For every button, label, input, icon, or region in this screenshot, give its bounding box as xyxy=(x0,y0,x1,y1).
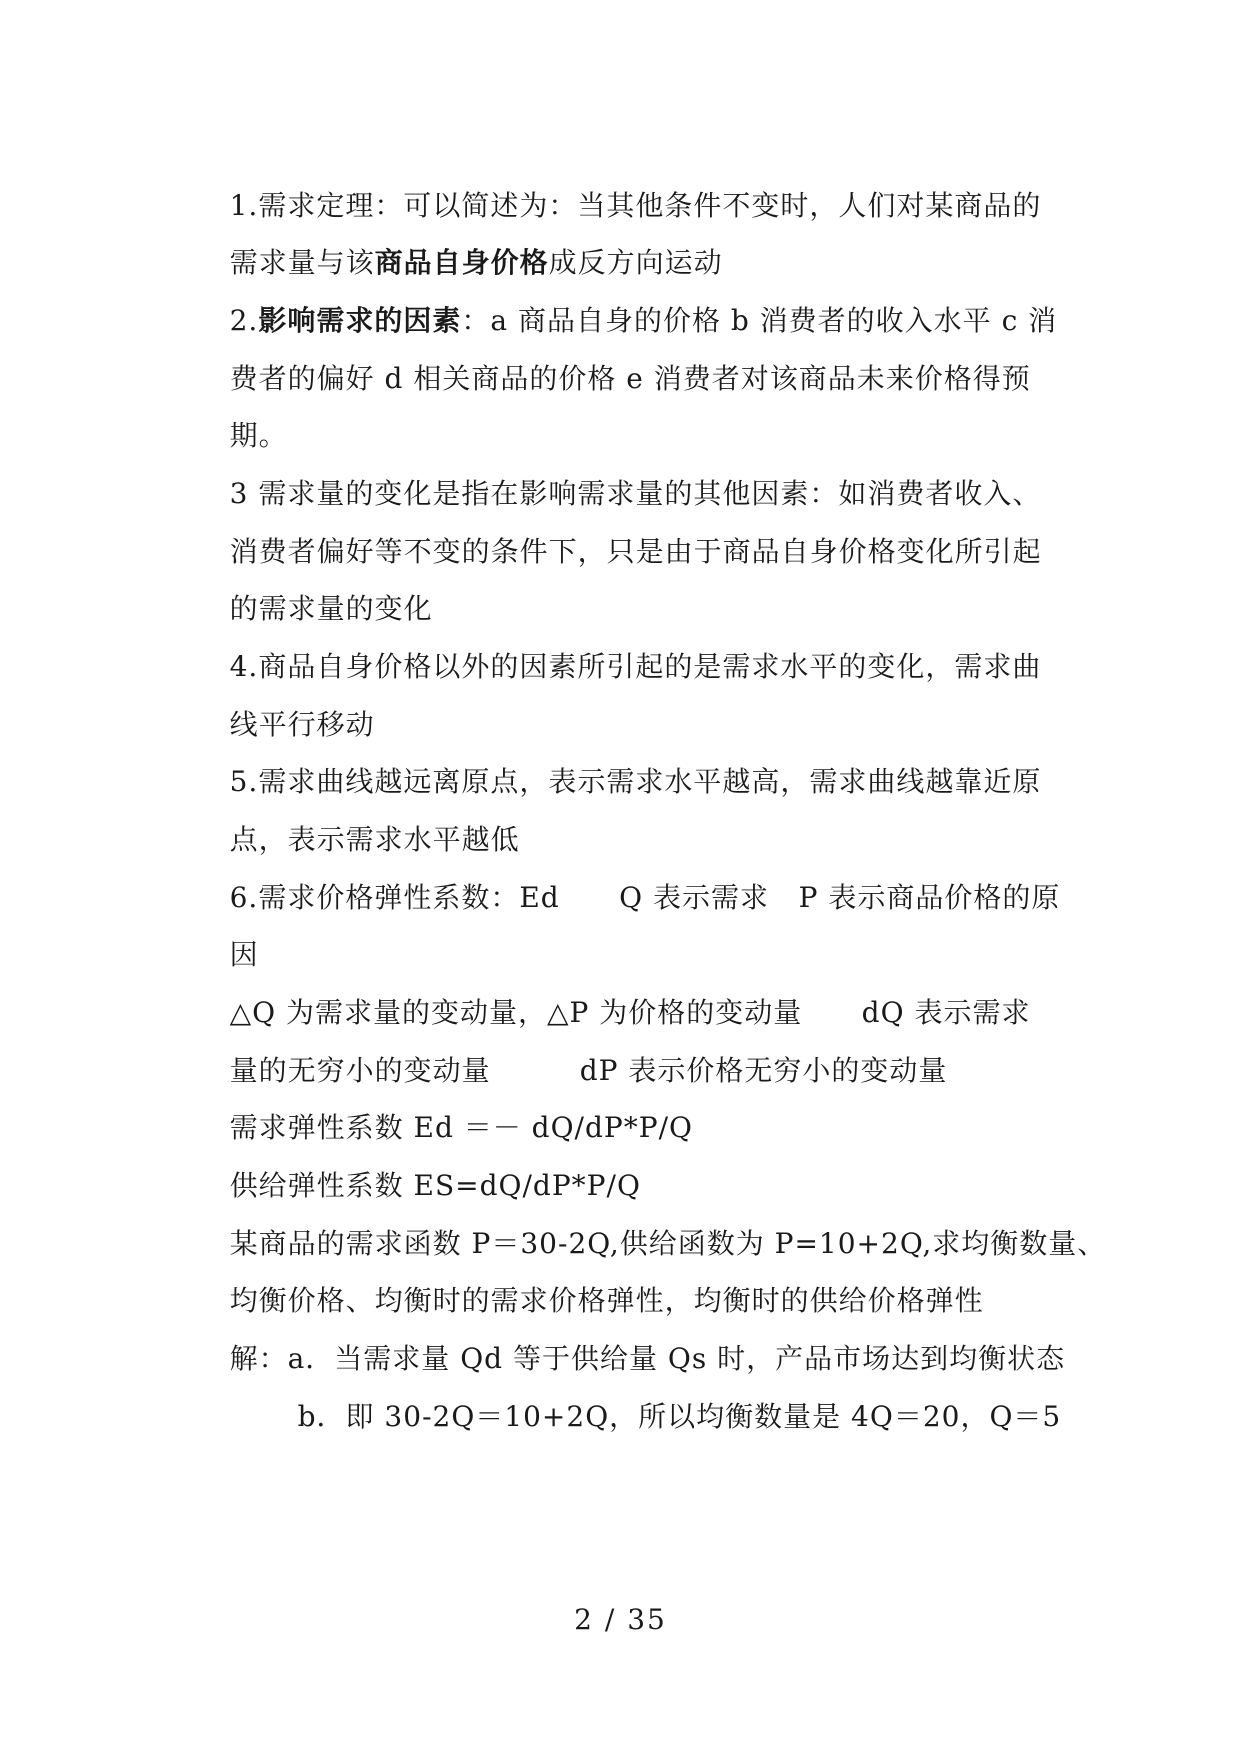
paragraph-line: 某商品的需求函数 P＝30-2Q,供给函数为 P=10+2Q,求均衡数量、 xyxy=(229,1227,1107,1260)
formula-line: 需求弹性系数 Ed ＝－ dQ/dP*P/Q xyxy=(229,1111,693,1144)
bold-term: 商品自身价格 xyxy=(374,246,549,279)
paragraph-line: 的需求量的变化 xyxy=(229,592,433,625)
paragraph-line: 量的无穷小的变动量 dP 表示价格无穷小的变动量 xyxy=(229,1054,948,1087)
paragraph-line: 因 xyxy=(229,938,259,971)
paragraph-line: 2.影响需求的因素：a 商品自身的价格 b 消费者的收入水平 c 消 xyxy=(229,304,1058,337)
paragraph-line: 6.需求价格弹性系数：Ed Q 表示需求 P 表示商品价格的原 xyxy=(229,881,1061,914)
paragraph-line: 5.需求曲线越远离原点，表示需求水平越高，需求曲线越靠近原 xyxy=(229,765,1042,798)
formula-line: 供给弹性系数 ES=dQ/dP*P/Q xyxy=(229,1169,641,1202)
paragraph-line: 消费者偏好等不变的条件下，只是由于商品自身价格变化所引起 xyxy=(229,535,1042,568)
page-number: 2 / 35 xyxy=(574,1603,667,1636)
paragraph-line: 3 需求量的变化是指在影响需求量的其他因素：如消费者收入、 xyxy=(229,477,1042,510)
paragraph-line: 1.需求定理：可以简述为：当其他条件不变时，人们对某商品的 xyxy=(229,189,1042,222)
paragraph-line: △Q 为需求量的变动量，△P 为价格的变动量 dQ 表示需求 xyxy=(229,996,1031,1029)
paragraph-line: 点，表示需求水平越低 xyxy=(229,823,520,856)
paragraph-line: 期。 xyxy=(229,419,288,452)
paragraph-line: 线平行移动 xyxy=(229,708,375,741)
paragraph-line: 需求量与该商品自身价格成反方向运动 xyxy=(229,246,723,279)
bold-term: 影响需求的因素 xyxy=(258,304,462,337)
paragraph-line: 均衡价格、均衡时的需求价格弹性，均衡时的供给价格弹性 xyxy=(229,1284,984,1317)
paragraph-line: 解：a．当需求量 Qd 等于供给量 Qs 时，产品市场达到均衡状态 xyxy=(229,1342,1066,1375)
paragraph-line: 4.商品自身价格以外的因素所引起的是需求水平的变化，需求曲 xyxy=(229,650,1042,683)
paragraph-line: 费者的偏好 d 相关商品的价格 e 消费者对该商品未来价格得预 xyxy=(229,362,1031,395)
paragraph-line: b．即 30-2Q＝10+2Q，所以均衡数量是 4Q＝20，Q＝5 xyxy=(297,1400,1062,1433)
